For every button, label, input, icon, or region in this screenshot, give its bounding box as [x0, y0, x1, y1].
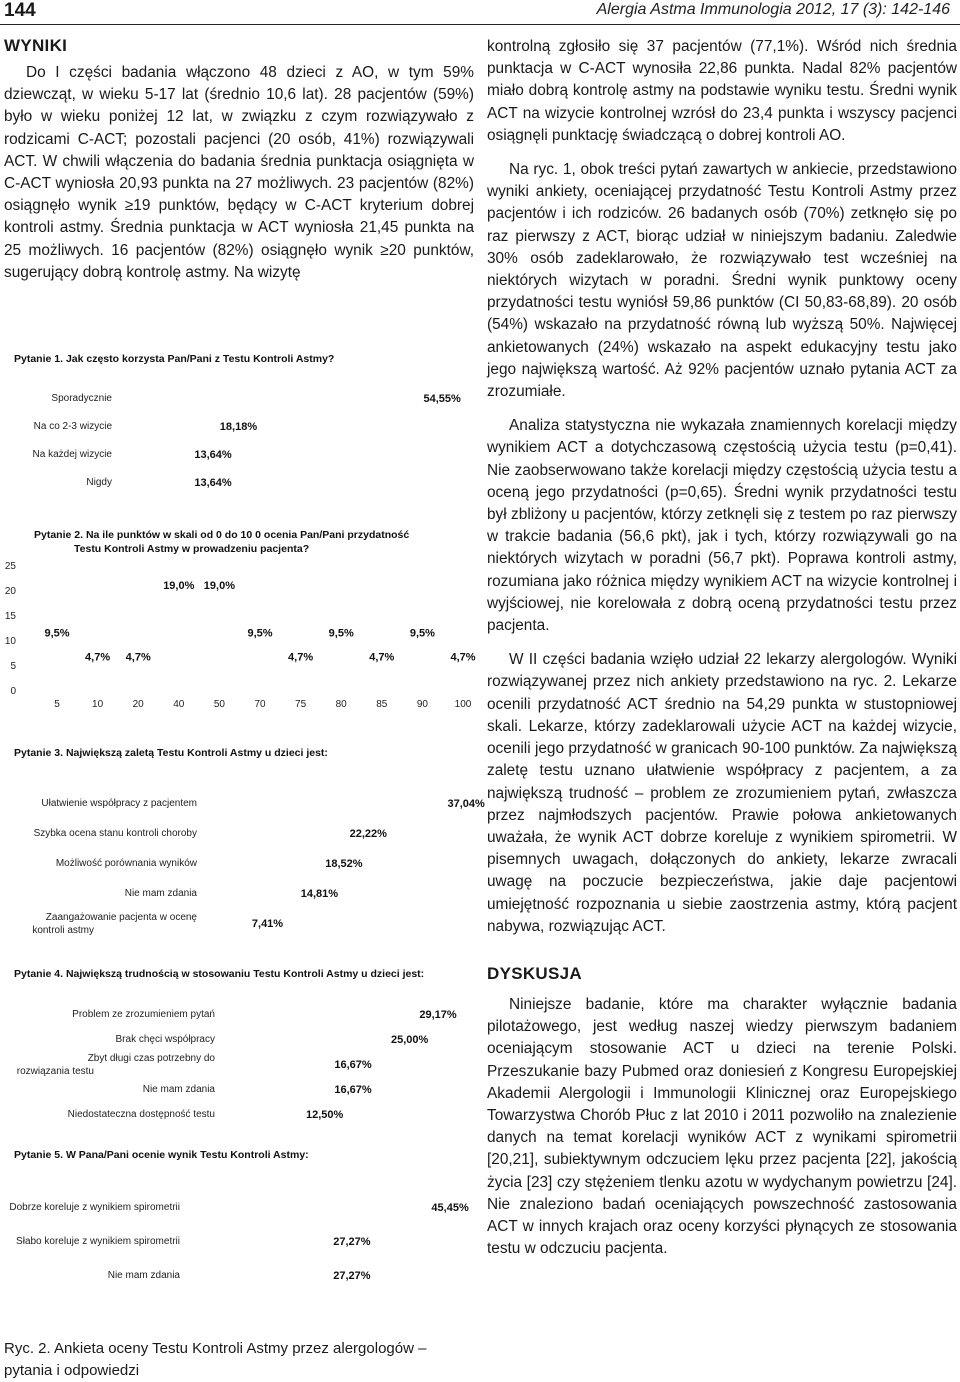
chart-2-value-label: 9,5%: [328, 627, 354, 640]
page-header: [0, 0, 960, 25]
chart-1-bar: [114, 392, 419, 402]
chart-2-value-label: 9,5%: [409, 627, 435, 640]
chart-5-category-label: Nie mam zdania: [107, 1270, 180, 1281]
discussion-paragraph-1: Niniejsze badanie, które ma charakter wyłącznie badania pilotażowego, jest według naszej wiedzy pierwszym badaniem oceniającym stosowanie ACT u dzieci na terenie Polski. Przeszukanie bazy Pubmed oraz doniesień z Kongresu Europejskiej Akademii Alergologii i Immunologii Klinicznej oraz Europejskiego Towarzystwa Chorób Płuc z lat 2010 i 2011 pozwoliło na znalezienie danych na temat korelacji wyników ACT z wynikami spirometrii [20,21], subiektywnym odczuciem lęku przez pacjenta [22], jakością życia [23] czy stężeniem tlenku azotu w wydychanym powietrzu [24]. Nie znaleziono badań oceniających powszechność zastosowania ACT w innych krajach oraz oceny korzyści płynących ze stosowania testu w odczuciu pacjenta.: [487, 995, 957, 1258]
chart-3-category-label: Szybka ocena stanu kontroli choroby: [33, 828, 197, 839]
chart-4-value-label: 16,67%: [334, 1059, 372, 1071]
chart-5-bar: [182, 1201, 427, 1211]
chart-4-value-label: 25,00%: [391, 1034, 429, 1046]
chart-2-ytick-label: 0: [10, 686, 16, 697]
chart-5-value-label: 27,27%: [333, 1270, 371, 1282]
chart-2-value-label: 4,7%: [125, 651, 151, 664]
chart-2-bar: [289, 667, 313, 691]
chart-2-value-label: 9,5%: [247, 627, 273, 640]
chart-2-xtick-label: 85: [376, 699, 388, 710]
chart-2-bar: [167, 595, 191, 690]
figure-2-charts: [4, 340, 485, 1340]
chart-4-category-label: Brak chęci współpracy: [115, 1034, 215, 1045]
chart-2-xtick-label: 20: [132, 699, 144, 710]
chart-3-bar: [199, 887, 297, 897]
chart-3-category-label: Ułatwienie współpracy z pacjentem: [41, 798, 197, 809]
section-heading-results: WYNIKI: [4, 36, 68, 55]
chart-1-bar: [114, 420, 216, 430]
figure-caption: Ryc. 2. Ankieta oceny Testu Kontroli Astmy przez alergologów – pytania i odpowiedzi: [4, 1340, 427, 1379]
chart-4-category-label: Zbyt długi czas potrzebny do: [87, 1053, 215, 1064]
chart-4-value-label: 16,67%: [334, 1084, 372, 1096]
chart-2-title-line-2: Testu Kontroli Astmy w prowadzeniu pacjenta?: [74, 543, 310, 555]
chart-1-category-label: Sporadycznie: [51, 393, 112, 404]
chart-5-bar: [182, 1235, 329, 1245]
chart-2-bar: [126, 667, 150, 691]
chart-1-title: Pytanie 1. Jak często korzysta Pan/Pani z Testu Kontroli Astmy?: [14, 353, 335, 365]
chart-4-category-label: Problem ze zrozumieniem pytań: [72, 1009, 215, 1020]
chart-2-xtick-label: 70: [254, 699, 266, 710]
chart-4-bar: [217, 1108, 302, 1118]
chart-3-category-label-cont: kontroli astmy: [32, 925, 94, 936]
chart-1-value-label: 13,64%: [194, 449, 232, 461]
chart-2-value-label: 4,7%: [369, 651, 395, 664]
chart-2-ytick-label: 10: [4, 636, 16, 647]
chart-2-xtick-label: 10: [92, 699, 104, 710]
chart-4-category-label-cont: rozwiązania testu: [16, 1066, 94, 1077]
chart-3-bar: [199, 797, 443, 807]
chart-1-value-label: 54,55%: [423, 393, 461, 405]
chart-3-category-label: Zaangażowanie pacjenta w ocenę: [45, 912, 197, 923]
chart-1-value-label: 18,18%: [219, 421, 258, 433]
chart-5-bar: [182, 1269, 329, 1279]
chart-2-ytick-label: 20: [4, 586, 16, 597]
chart-3-category-label: Nie mam zdania: [124, 888, 197, 899]
figure-2: [4, 340, 485, 1360]
chart-4-title: Pytanie 4. Największą trudnością w stosowaniu Testu Kontroli Astmy u dzieci jest:: [14, 968, 425, 980]
chart-5-category-label: Dobrze koreluje z wynikiem spirometrii: [9, 1202, 180, 1213]
chart-4-value-label: 29,17%: [419, 1009, 457, 1021]
chart-2-value-label: 9,5%: [44, 627, 70, 640]
chart-3-bar: [199, 917, 248, 927]
chart-2-xtick-label: 100: [454, 699, 472, 710]
chart-2-ytick-label: 15: [4, 611, 16, 622]
results-paragraph-5: W II części badania wzięło udział 22 lekarzy alergologów. Wyniki rozwiązywanej przez nich ankiety przedstawiono na ryc. 2. Lekarze ocenili przydatność ACT średnio na 54,29 punkta w stustopniowej skali. Lekarze, którzy zadeklarowali użycie ACT na każdej wizycie, ocenili jego przydatność w granicach 90-100 punktów. Za największą zaletę testu uznano ułatwienie współpracy z pacjentem, a za największą trudność – problem ze zrozumieniem pytań, zwłaszcza przez najmłodszych pacjentów. Prawie połowa ankietowanych uważała, że wynik ACT dobrze koreluje z wynikiem spirometrii. W pisemnych uwagach, dołączonych do ankiety, lekarze zwracali uwagę na poczucie bezpieczeństwa, jakie daje pacjentowi umiejętność rozpoznania u siebie zaostrzenia astmy, którą pacjent nabywa, rozwiązując ACT.: [487, 651, 957, 935]
chart-2-bar: [451, 667, 475, 691]
chart-4-category-label: Nie mam zdania: [142, 1084, 215, 1095]
chart-2-xtick-label: 80: [335, 699, 347, 710]
chart-3-bar: [199, 827, 346, 837]
right-column: [487, 36, 957, 1260]
chart-2-xtick-label: 40: [173, 699, 185, 710]
page-number: 144: [4, 0, 36, 21]
chart-2-bar: [410, 643, 434, 691]
chart-1-category-label: Nigdy: [86, 477, 112, 488]
chart-2-value-label: 4,7%: [288, 651, 314, 664]
chart-2-value-label: 4,7%: [85, 651, 111, 664]
chart-2-ytick-label: 25: [4, 561, 16, 572]
chart-3-value-label: 37,04%: [447, 798, 485, 810]
chart-4-bar: [217, 1058, 330, 1068]
chart-3-value-label: 14,81%: [300, 888, 339, 900]
chart-1-category-label: Na każdej wizycie: [32, 449, 112, 460]
chart-2-title-line-1: Pytanie 2. Na ile punktów w skali od 0 do 10 0 ocenia Pan/Pani przydatność: [34, 529, 410, 541]
chart-2-bar: [86, 667, 110, 691]
chart-3-value-label: 18,52%: [325, 858, 363, 870]
section-heading-discussion: DYSKUSJA: [487, 963, 582, 983]
chart-2-ytick-label: 5: [10, 661, 16, 672]
chart-3-bar: [199, 857, 321, 867]
chart-2-value-label: 19,0%: [203, 580, 236, 592]
chart-3-value-label: 7,41%: [251, 918, 284, 930]
chart-1-value-label: 13,64%: [194, 477, 232, 489]
chart-2-bar: [207, 595, 231, 690]
chart-2-value-label: 4,7%: [450, 651, 476, 664]
chart-4-category-label: Niedostateczna dostępność testu: [67, 1109, 215, 1120]
chart-1-bar: [114, 448, 190, 458]
chart-4-value-label: 12,50%: [306, 1109, 344, 1121]
left-column: [4, 36, 474, 284]
chart-2-xtick-label: 50: [213, 699, 225, 710]
chart-2-bar: [329, 643, 353, 691]
chart-5-value-label: 45,45%: [431, 1202, 469, 1214]
chart-2-bar: [370, 667, 394, 691]
chart-2-bar: [248, 643, 272, 691]
results-paragraph-1: Do I części badania włączono 48 dzieci z AO, w tym 59% dziewcząt, w wieku 5-17 lat (średnio 10,6 lat). 28 pacjentów (59%) było w wieku poniżej 12 lat, w związku z czym rozwiązywało z rodzicami C-ACT; pozostali pacjenci (20 osób, 41%) rozwiązywali ACT. W chwili włączenia do badania średnia punktacja osiągnięta w C-ACT wyniosła 20,93 punkta na 27 możliwych. 23 pacjentów (82%) osiągnęło wynik ≥19 punktów, będący w C-ACT kryterium dobrej kontroli astmy. Średnia punktacja w ACT wyniosła 21,45 punkta na 25 możliwych. 16 pacjentów (82%) osiągnęło wynik ≥20 punktów, sugerujący dobrą kontrolę astmy. Na wizytę: [4, 64, 474, 281]
chart-3-value-label: 22,22%: [349, 828, 387, 840]
journal-citation: Alergia Astma Immunologia 2012, 17 (3): 142-146: [596, 1, 950, 18]
chart-1-bar: [114, 476, 190, 486]
results-paragraph-3: Na ryc. 1, obok treści pytań zawartych w ankiecie, przedstawiono wyniki ankiety, oceniającej przydatność Testu Kontroli Astmy przez pacjentów i ich rodziców. 26 badanych osób (70%) zetknęło się po raz pierwszy z ACT, biorąc udział w niniejszym badaniu. Zaledwie 30% osób zadeklarowało, że rozwiązywało test wcześniej na niektórych wizytach w poradni. Średni wynik punktowy oceny przydatności testu wyniósł 59,86 punktów (CI 50,83-68,89). 20 osób (54%) wskazało na przydatność równą lub wyższą 50%. Najwięcej ankietowanych (24%) wskazało na aspekt edukacyjny testu jako jego największą wartość. Aż 92% pacjentów uznało pytania ACT za zrozumiałe.: [487, 161, 957, 401]
chart-2-xtick-label: 5: [54, 699, 60, 710]
chart-2-xtick-label: 90: [416, 699, 428, 710]
chart-4-bar: [217, 1033, 387, 1043]
results-paragraph-2: kontrolną zgłosiło się 37 pacjentów (77,1%). Wśród nich średnia punktacja w C-ACT wynosiła 22,86 punkta. Nadal 82% pacjentów miało dobrą kontrolę astmy na podstawie wyniku testu. Średni wynik ACT na wizycie kontrolnej wzrósł do 23,4 punkta i wszyscy pacjenci osiągnęli punktację świadczącą o dobrej kontroli AO.: [487, 38, 957, 144]
chart-5-value-label: 27,27%: [333, 1236, 371, 1248]
chart-1-category-label: Na co 2-3 wizycie: [33, 421, 112, 432]
chart-2-xtick-label: 75: [295, 699, 307, 710]
chart-3-title: Pytanie 3. Największą zaletą Testu Kontroli Astmy u dzieci jest:: [14, 747, 328, 759]
results-paragraph-4: Analiza statystyczna nie wykazała znamiennych korelacji między wynikiem ACT a dotychczasową częstością użycia testu (p=0,41). Nie zaobserwowano także korelacji między częstością użycia testu a oceną jego przydatności (p=0,65). Średni wynik przydatności testu był zbliżony u pacjentów, którzy zetknęli się z testem po raz pierwszy w trakcie badania (56,6 pkt), jak i tych, którzy rozwiązywali go na niektórych wizytach w poradni (56,7 pkt). Poprawa kontroli astmy, rozumiana jako różnica między wynikiem ACT na wizycie kontrolnej i wyjściowej, nie korelowała z dobrą oceną przydatności testu przez pacjenta.: [487, 417, 957, 635]
chart-3-category-label: Możliwość porównania wyników: [55, 858, 197, 869]
chart-4-bar: [217, 1008, 415, 1018]
chart-5-category-label: Słabo koreluje z wynikiem spirometrii: [16, 1236, 180, 1247]
chart-2-bar: [45, 643, 69, 691]
chart-2-value-label: 19,0%: [163, 580, 195, 592]
chart-5-title: Pytanie 5. W Pana/Pani ocenie wynik Testu Kontroli Astmy:: [14, 1149, 309, 1161]
chart-4-bar: [217, 1083, 330, 1093]
